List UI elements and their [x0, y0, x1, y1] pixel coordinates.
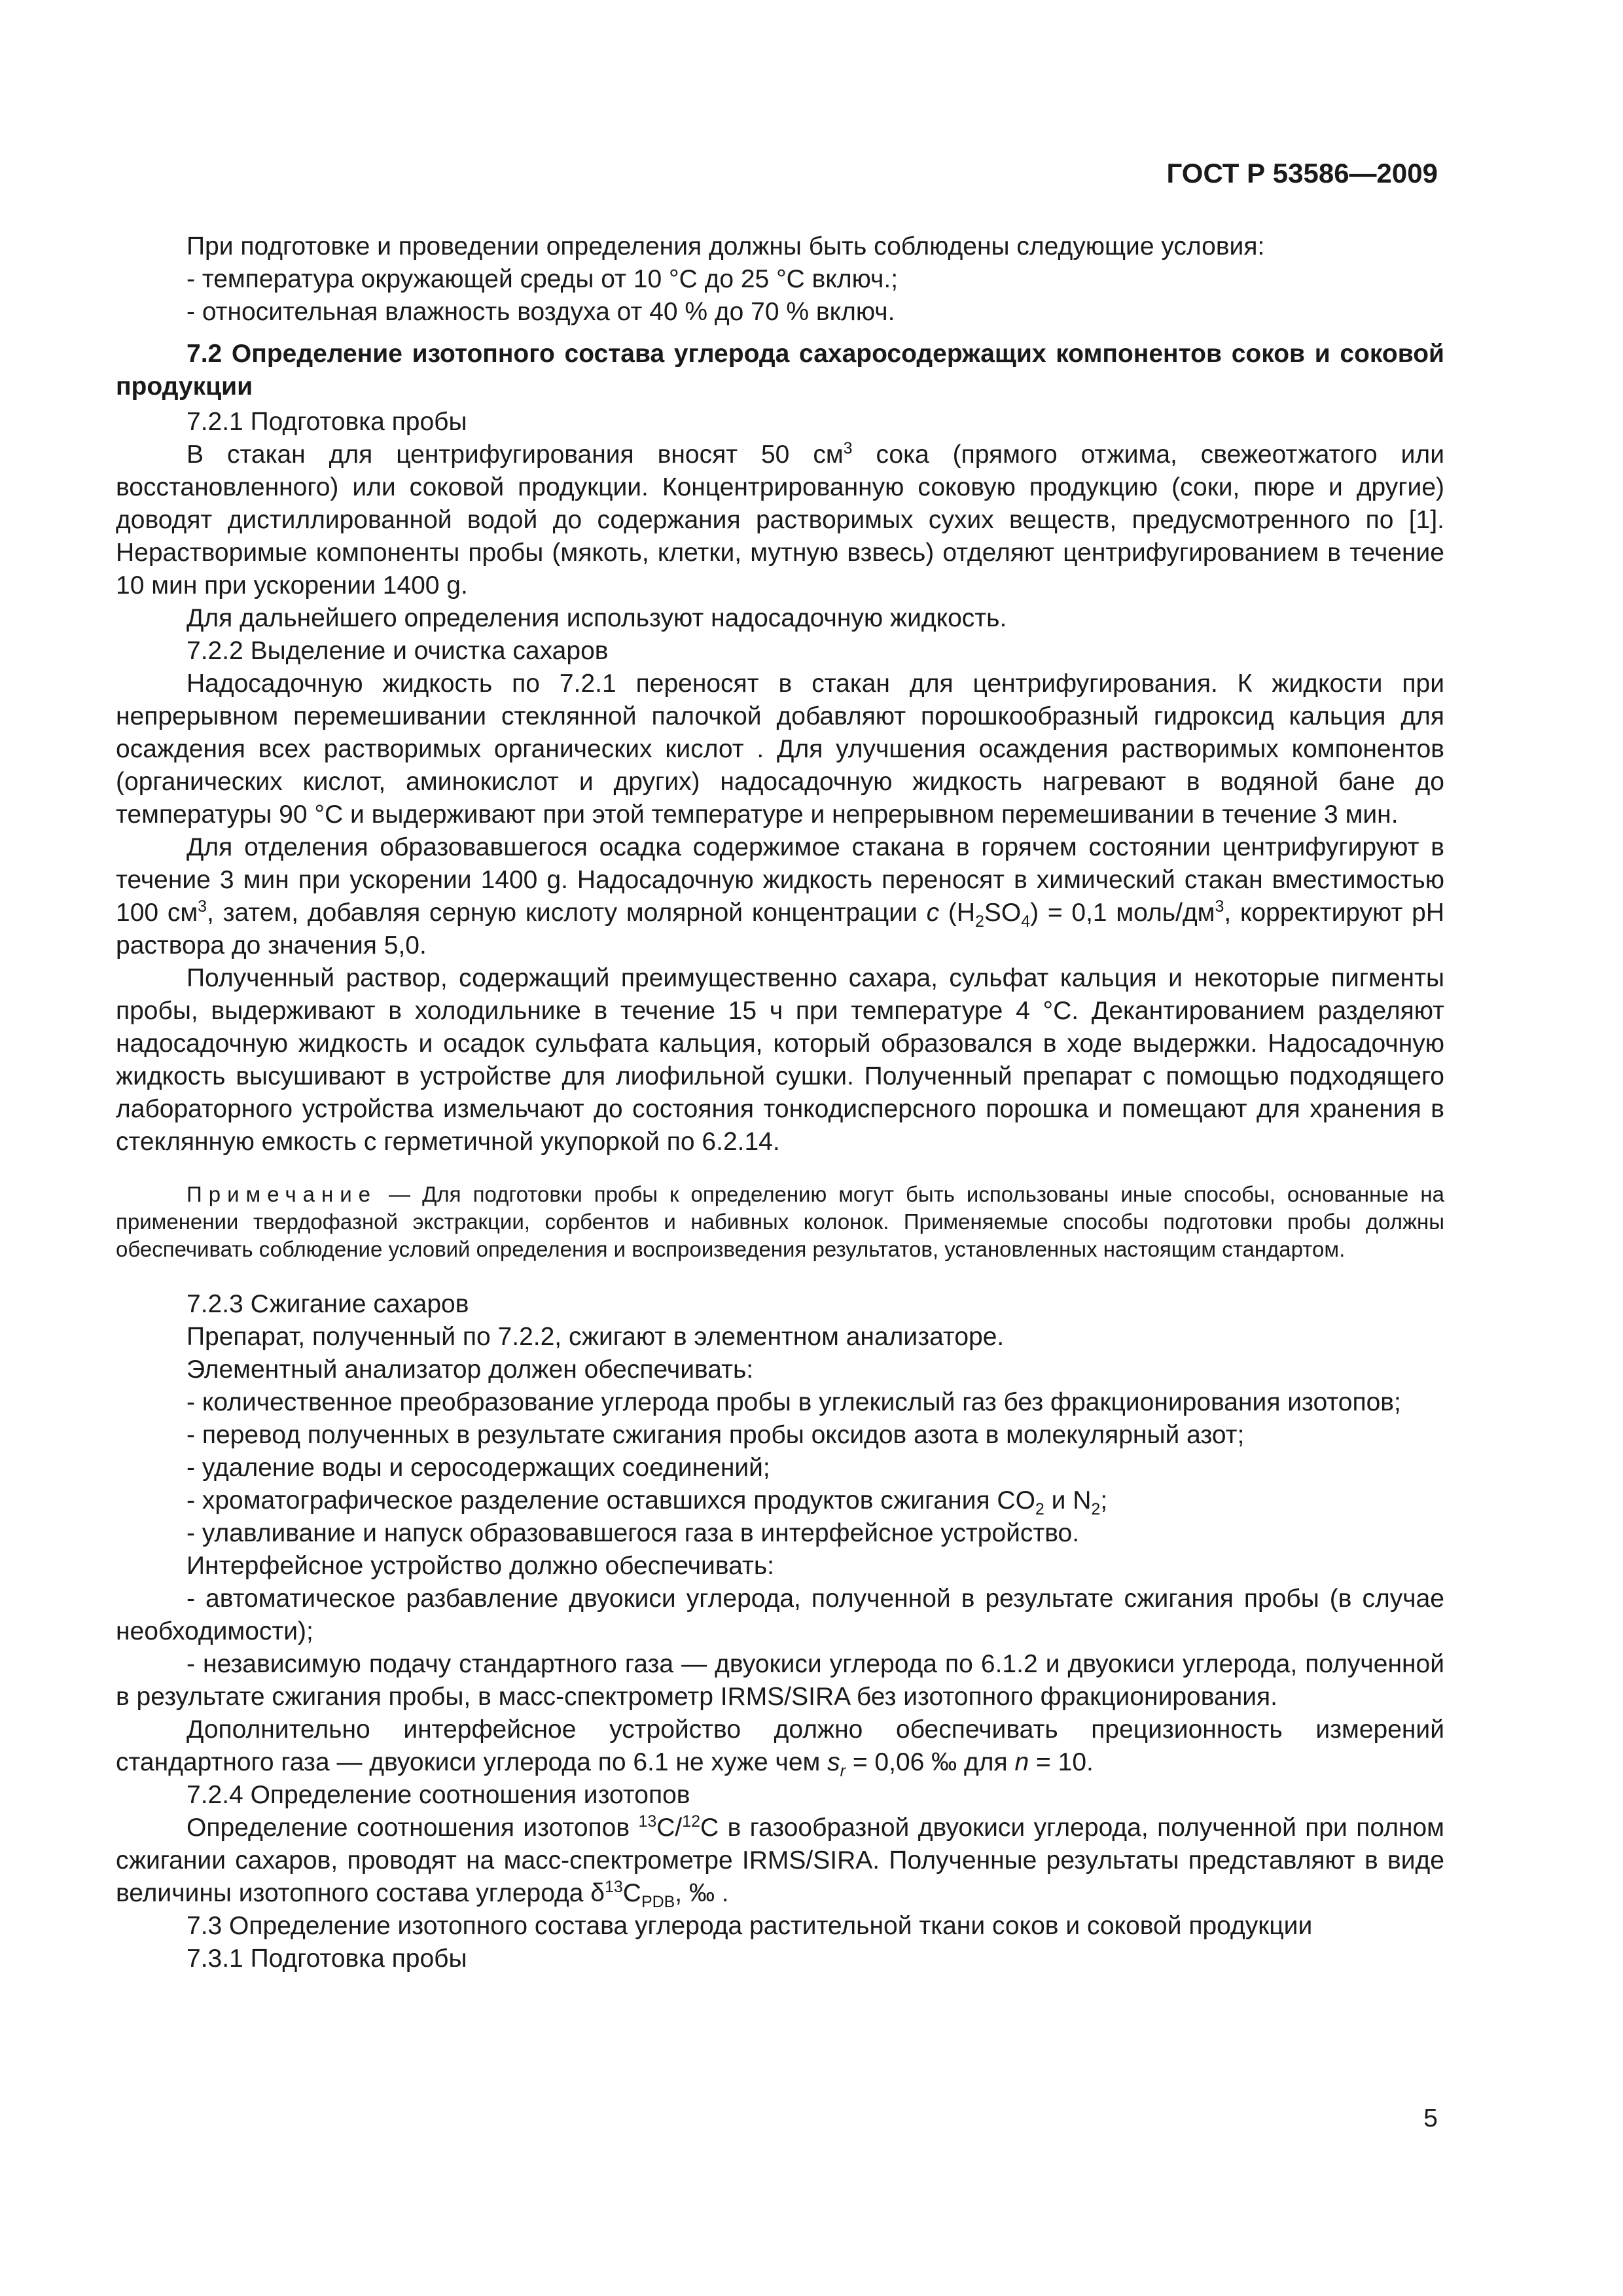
section-7-2-2-title: 7.2.2 Выделение и очистка сахаров — [187, 637, 609, 665]
section-7-2-3-paragraph-3: Интерфейсное устройство должно обеспечивать: — [187, 1552, 774, 1580]
section-7-2-3-paragraph-4: Дополнительно интерфейсное устройство должно обеспечивать прецизионность измерений стандартного газа — двуокиси углерода по 6.1 не хуже чем $s_r = 0,06$ ‰ для n = 10. — [116, 1715, 1444, 1780]
section-7-2-4-paragraph-1: Определение соотношения изотопов $^{13}$C/$^{12}$C в газообразной двуокиси углерода, полученной при полном сжигании сахаров, проводят на масс-спектрометре IRMS/SIRA. Полученные результаты представляют в виде величины изотопного состава углерода $\delta^{13}C_{PDB}$, ‰ . — [116, 1812, 1444, 1911]
section-7-2-4-title: 7.2.4 Определение соотношения изотопов — [187, 1781, 690, 1809]
page-content — [116, 230, 1444, 1975]
condition-temperature: - температура окружающей среды от 10 °С до 25 °С включ.; — [187, 265, 899, 293]
section-7-2-title: 7.2 Определение изотопного состава углерода сахаросодержащих компонентов соков и соковой продукции — [116, 340, 1444, 401]
section-7-2-2-paragraph-1: Надосадочную жидкость по 7.2.1 переносят в стакан для центрифугирования. К жидкости при непрерывном перемешивании стеклянной палочкой добавляют порошкообразный гидроксид кальция для осаждения всех растворимых органических кислот . Для улучшения осаждения растворимых компонентов (органических кислот, аминокислот и других) надосадочную жидкость нагревают в водяной бане до температуры 90 °С и выдерживают при этой температуре и непрерывном перемешивании в течение 3 мин. — [116, 670, 1444, 829]
section-7-2-1-paragraph-1: В стакан для центрифугирования вносят 50 $см^3$ сока (прямого отжима, свежеотжатого или восстановленного) или соковой продукции. Концентрированную соковую продукцию (соки, пюре и другие) доводят дистиллированной водой до содержания растворимых сухих веществ, предусмотренного по [1]. Нерастворимые компоненты пробы (мякоть, клетки, мутную взвесь) отделяют центрифугированием в течение 10 мин при ускорении 1400 g. — [116, 439, 1444, 600]
section-7-2-2-paragraph-3: Полученный раствор, содержащий преимущественно сахара, сульфат кальция и некоторые пигменты пробы, выдерживают в холодильнике в течение 15 ч при температуре 4 °С. Декантированием разделяют надосадочную жидкость и осадок сульфата кальция, который образовался в ходе выдержки. Надосадочную жидкость высушивают в устройстве для лиофильной сушки. Полученный препарат с помощью подходящего лабораторного устройства измельчают до состояния тонкодисперсного порошка и помещают для хранения в стеклянную емкость с герметичной укупоркой по 6.2.14. — [116, 964, 1444, 1156]
note — [116, 1181, 1444, 1263]
page-number: 5 — [1423, 2104, 1438, 2132]
section-7-2-2-paragraph-2: Для отделения образовавшегося осадка содержимое стакана в горячем состоянии центрифугируют в течение 3 мин при ускорении 1400 g. Надосадочную жидкость переносят в химический стакан вместимостью 100 $см^3$, затем, добавляя серную кислоту молярной концентрации c $(H_2SO_4) = 0,1$ моль/$дм^3$, корректируют pH раствора до значения 5,0. — [116, 833, 1444, 960]
section-7-3-1-title: 7.3.1 Подготовка пробы — [187, 1945, 467, 1973]
list-item: - независимую подачу стандартного газа — двуокиси углерода по 6.1.2 и двуокиси углерода, полученной в результате сжигания пробы, в масс-спектрометр IRMS/SIRA без изотопного фракционирования. — [116, 1650, 1444, 1711]
section-7-2-3-paragraph-2: Элементный анализатор должен обеспечивать: — [187, 1355, 754, 1384]
document-code: ГОСТ Р 53586—2009 — [1166, 158, 1438, 188]
list-item: - перевод полученных в результате сжигания пробы оксидов азота в молекулярный азот; — [187, 1421, 1245, 1449]
section-7-2-1-title: 7.2.1 Подготовка пробы — [187, 408, 467, 436]
list-item: - хроматографическое разделение оставшихся продуктов сжигания $CO_2$ и $N_2$; — [187, 1486, 1108, 1518]
section-7-3-title: 7.3 Определение изотопного состава углерода растительной ткани соков и соковой продукции — [187, 1912, 1313, 1940]
section-7-2-3-title: 7.2.3 Сжигание сахаров — [187, 1290, 469, 1318]
list-item: - автоматическое разбавление двуокиси углерода, полученной в результате сжигания пробы (в случае необходимости); — [116, 1585, 1444, 1645]
list-item: - удаление воды и серосодержащих соединений; — [187, 1454, 770, 1482]
note-label: Примечание — [187, 1182, 378, 1206]
condition-humidity: - относительная влажность воздуха от 40 % до 70 % включ. — [187, 298, 895, 326]
list-item: - количественное преобразование углерода пробы в углекислый газ без фракционирования изотопов; — [187, 1388, 1401, 1416]
section-7-2-1-paragraph-2: Для дальнейшего определения используют надосадочную жидкость. — [187, 604, 1007, 632]
conditions-intro: При подготовке и проведении определения должны быть соблюдены следующие условия: — [187, 232, 1265, 260]
list-item: - улавливание и напуск образовавшегося газа в интерфейсное устройство. — [187, 1519, 1080, 1547]
section-7-2-3-paragraph-1: Препарат, полученный по 7.2.2, сжигают в элементном анализаторе. — [187, 1323, 1005, 1351]
note-text: — Для подготовки пробы к определению могут быть использованы иные способы, основанные на применении твердофазной экстракции, сорбентов и набивных колонок. Применяемые способы подготовки пробы должны обеспечивать соблюдение условий определения и воспроизведения результатов, установленных настоящим стандартом. — [116, 1182, 1444, 1261]
